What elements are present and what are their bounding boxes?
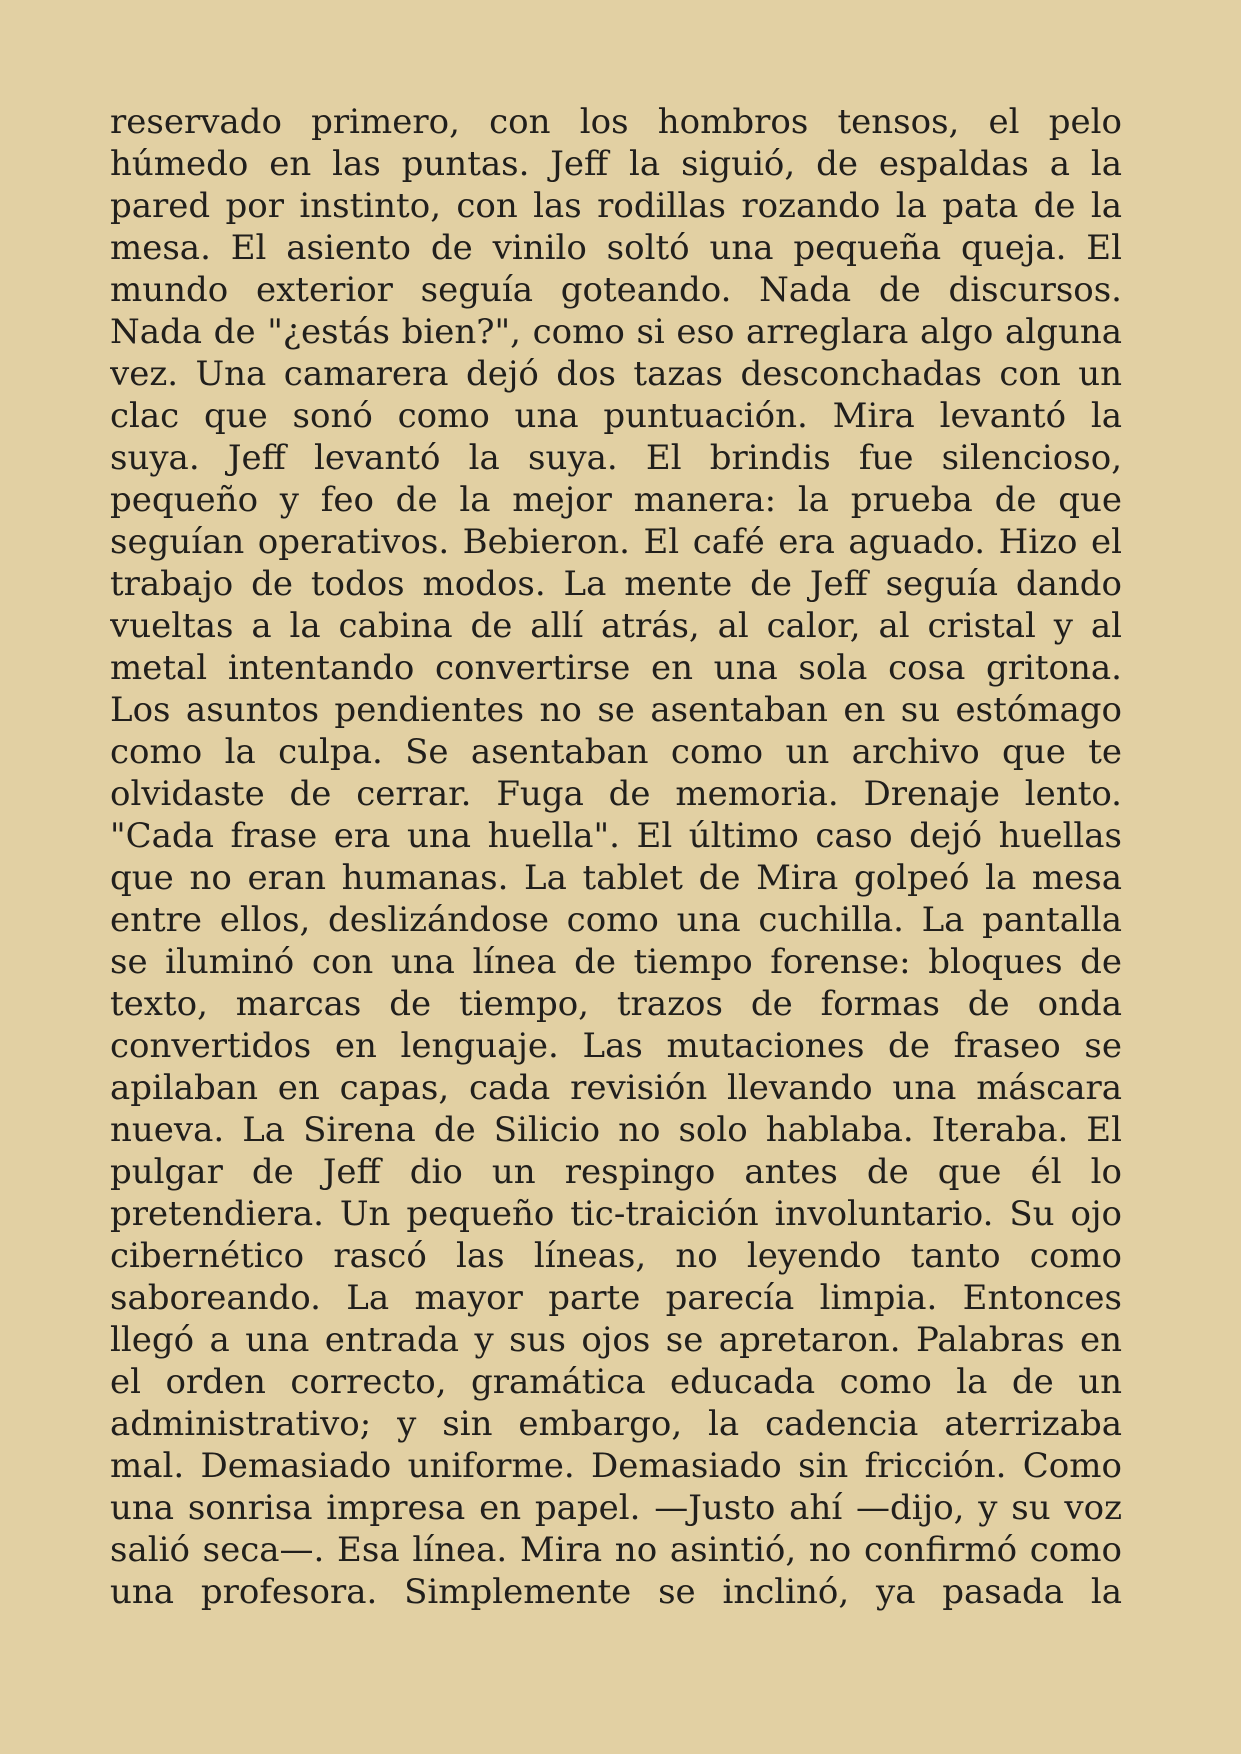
text-line: apilaban en capas, cada revisión llevando una máscara (110, 1068, 1122, 1108)
text-line: reservado primero, con los hombros tensos, el pelo (110, 102, 1122, 142)
text-line: metal intentando convertirse en una sola cosa gritona. (110, 648, 1122, 688)
text-line: pulgar de Jeff dio un respingo antes de que él lo (110, 1152, 1122, 1192)
text-line: mal. Demasiado uniforme. Demasiado sin fricción. Como (110, 1446, 1122, 1486)
text-line: seguían operativos. Bebieron. El café era aguado. Hizo el (110, 522, 1122, 562)
text-line: saboreando. La mayor parte parecía limpia. Entonces (110, 1278, 1122, 1318)
text-line: mesa. El asiento de vinilo soltó una pequeña queja. El (110, 228, 1122, 268)
text-line: como la culpa. Se asentaban como un archivo que te (110, 732, 1122, 772)
text-line: convertidos en lenguaje. Las mutaciones de fraseo se (110, 1026, 1122, 1066)
text-line: pequeño y feo de la mejor manera: la prueba de que (110, 480, 1122, 520)
text-line: texto, marcas de tiempo, trazos de formas de onda (110, 984, 1122, 1024)
text-line: mundo exterior seguía goteando. Nada de discursos. (110, 270, 1122, 310)
text-line: una sonrisa impresa en papel. —Justo ahí —dijo, y su voz (110, 1488, 1122, 1528)
text-line: salió seca—. Esa línea. Mira no asintió, no confirmó como (110, 1530, 1122, 1570)
text-line: húmedo en las puntas. Jeff la siguió, de espaldas a la (110, 144, 1122, 184)
text-line: pared por instinto, con las rodillas rozando la pata de la (110, 186, 1122, 226)
body-text (110, 101, 1122, 1613)
text-line: clac que sonó como una puntuación. Mira levantó la (110, 396, 1122, 436)
text-line: administrativo; y sin embargo, la cadencia aterrizaba (110, 1404, 1122, 1444)
text-line: suya. Jeff levantó la suya. El brindis fue silencioso, (110, 438, 1122, 478)
text-line: llegó a una entrada y sus ojos se apretaron. Palabras en (110, 1320, 1122, 1360)
text-line: que no eran humanas. La tablet de Mira golpeó la mesa (110, 858, 1122, 898)
text-line: Los asuntos pendientes no se asentaban en su estómago (110, 690, 1122, 730)
text-line: "Cada frase era una huella". El último caso dejó huellas (110, 816, 1122, 856)
text-line: cibernético rascó las líneas, no leyendo tanto como (110, 1236, 1122, 1276)
text-line: entre ellos, deslizándose como una cuchilla. La pantalla (110, 900, 1122, 940)
text-line: se iluminó con una línea de tiempo forense: bloques de (110, 942, 1122, 982)
text-line: el orden correcto, gramática educada como la de un (110, 1362, 1122, 1402)
text-line: una profesora. Simplemente se inclinó, ya pasada la (110, 1572, 1122, 1612)
text-line: Nada de "¿estás bien?", como si eso arreglara algo alguna (110, 312, 1122, 352)
text-line: vueltas a la cabina de allí atrás, al calor, al cristal y al (110, 606, 1122, 646)
text-line: pretendiera. Un pequeño tic-traición involuntario. Su ojo (110, 1194, 1122, 1234)
text-line: trabajo de todos modos. La mente de Jeff seguía dando (110, 564, 1122, 604)
text-line: olvidaste de cerrar. Fuga de memoria. Drenaje lento. (110, 774, 1122, 814)
text-line: vez. Una camarera dejó dos tazas desconchadas con un (110, 354, 1122, 394)
text-line: nueva. La Sirena de Silicio no solo hablaba. Iteraba. El (110, 1110, 1122, 1150)
